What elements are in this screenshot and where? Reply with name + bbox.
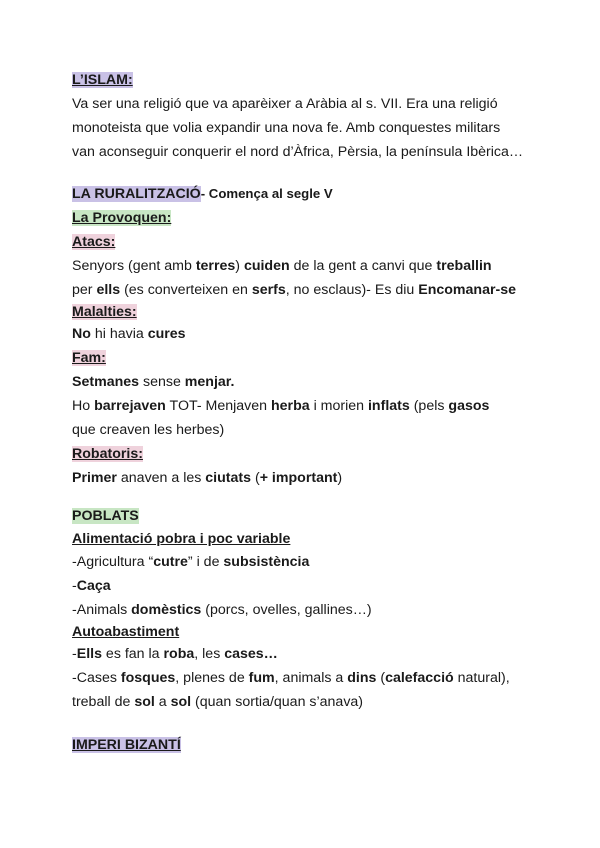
fam-line-2: Ho barrejaven TOT- Menjaven herba i morien inflats (pels gasos: [72, 398, 490, 414]
autoabastiment-line-1: -Ells es fan la roba, les cases…: [72, 646, 278, 662]
robatoris-line-1: Primer anaven a les ciutats (+ important): [72, 470, 343, 486]
fam-line-1: Setmanes sense menjar.: [72, 374, 235, 390]
section-islam: [72, 68, 542, 164]
alimentacio-line-2: -Caça: [72, 578, 111, 594]
islam-line-2: monoteista que volia expandir una nova fe. Amb conquestes militars: [72, 120, 501, 136]
subheading-provoquen: La Provoquen:: [72, 210, 172, 226]
title-alimentacio: Alimentació pobra i poc variable: [72, 531, 291, 547]
section-poblats: [72, 504, 542, 714]
islam-line-3: van aconseguir conquerir el nord d’Àfrica, Pèrsia, la península Ibèrica…: [72, 144, 524, 160]
title-malalties: Malalties:: [72, 304, 137, 320]
heading-poblats: POBLATS: [72, 508, 139, 524]
section-ruralitzacio: [72, 182, 542, 490]
malalties-line-1: No hi havia cures: [72, 326, 186, 342]
heading-ruralitzacio: LA RURALITZACIÓ: [72, 186, 201, 202]
autoabastiment-line-3: treball de sol a sol (quan sortia/quan s’anava): [72, 694, 364, 710]
title-atacs: Atacs:: [72, 234, 116, 250]
autoabastiment-line-2: -Cases fosques, plenes de fum, animals a dins (calefacció natural),: [72, 670, 510, 686]
ruralitzacio-subtitle: - Comença al segle V: [200, 186, 333, 201]
alimentacio-line-1: -Agricultura “cutre” i de subsistència: [72, 554, 310, 570]
islam-line-1: Va ser una religió que va aparèixer a Aràbia al s. VII. Era una religió: [72, 96, 498, 112]
title-autoabastiment: Autoabastiment: [72, 624, 180, 640]
heading-imperi-bizanti: IMPERI BIZANTÍ: [72, 737, 181, 753]
title-fam: Fam:: [72, 350, 106, 366]
fam-line-3: que creaven les herbes): [72, 422, 225, 438]
alimentacio-line-3: -Animals domèstics (porcs, ovelles, gallines…): [72, 602, 372, 618]
atacs-line-2: per ells (es converteixen en serfs, no esclaus)- Es diu Encomanar-se: [72, 282, 517, 298]
heading-islam: L’ISLAM:: [72, 72, 133, 88]
atacs-line-1: Senyors (gent amb terres) cuiden de la gent a canvi que treballin: [72, 258, 492, 274]
title-robatoris: Robatoris:: [72, 446, 143, 462]
section-imperi: [72, 733, 542, 757]
